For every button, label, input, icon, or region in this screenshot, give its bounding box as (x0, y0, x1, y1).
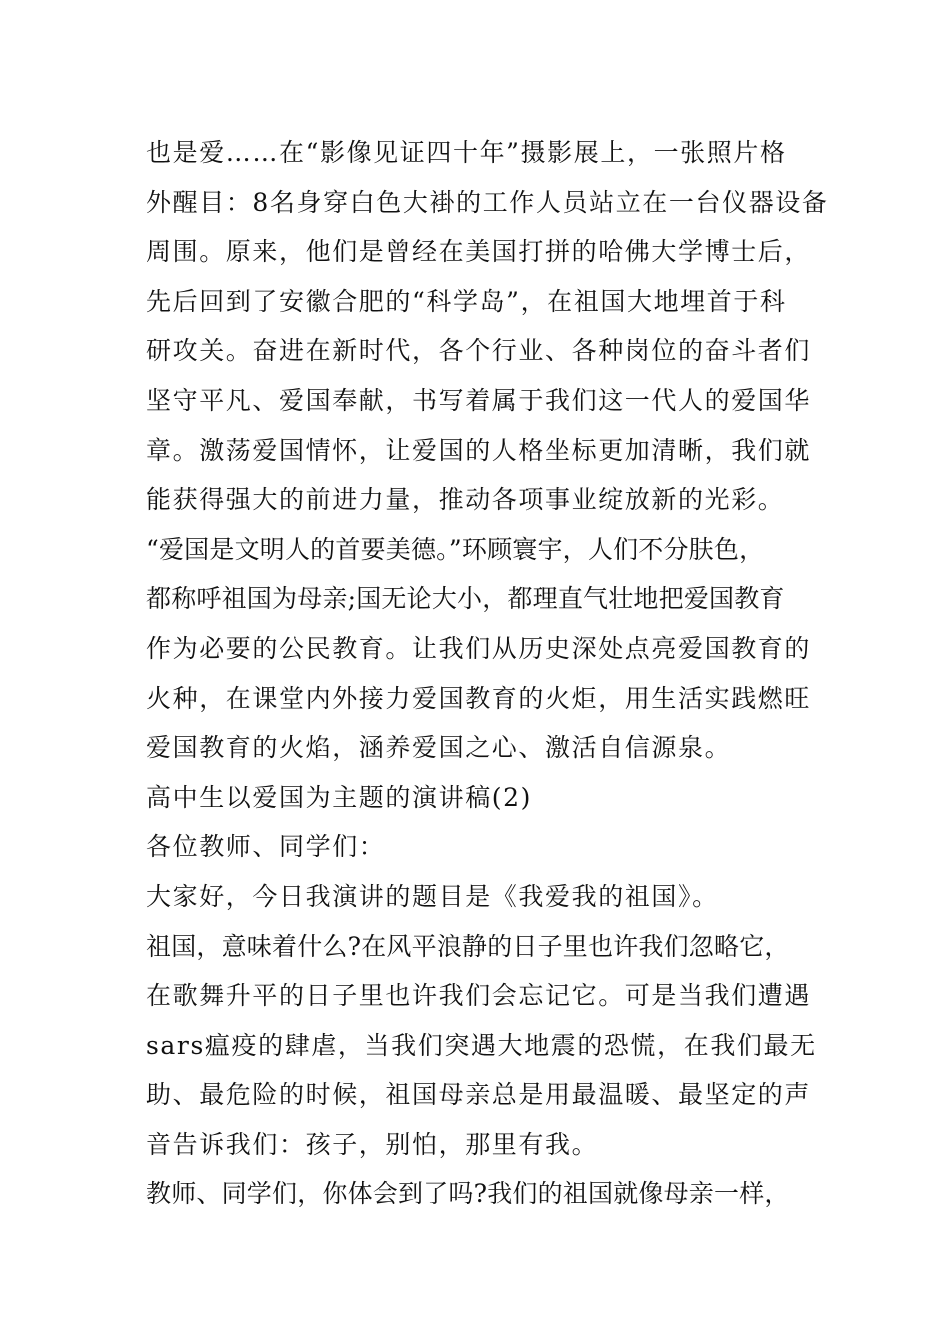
text-line: 祖国，意味着什么?在风平浪静的日子里也许我们忽略它， (146, 931, 790, 961)
text-line: 火种，在课堂内外接力爱国教育的火炬，用生活实践燃旺 (146, 683, 812, 713)
text-line: 音告诉我们：孩子，别怕，那里有我。 (146, 1129, 599, 1159)
text-line: “爱国是文明人的首要美德。”环顾寰宇，人们不分肤色， (146, 534, 765, 564)
text-line: 都称呼祖国为母亲;国无论大小，都理直气壮地把爱国教育 (146, 584, 785, 614)
text-line: 研攻关。奋进在新时代，各个行业、各种岗位的奋斗者们 (146, 336, 812, 366)
text-line: 作为必要的公民教育。让我们从历史深处点亮爱国教育的 (146, 633, 812, 663)
text-line: 外醒目：8名身穿白色大褂的工作人员站立在一台仪器设备 (146, 187, 829, 217)
text-line: 爱国教育的火焰，涵养爱国之心、激活自信源泉。 (146, 733, 732, 763)
text-line: 助、最危险的时候，祖国母亲总是用最温暖、最坚定的声 (146, 1080, 812, 1110)
text-line: 能获得强大的前进力量，推动各项事业绽放新的光彩。 (146, 485, 785, 515)
text-line: 教师、同学们，你体会到了吗?我们的祖国就像母亲一样， (146, 1179, 790, 1209)
salutation: 各位教师、同学们： (146, 832, 386, 862)
text-line: sars瘟疫的肆虐，当我们突遇大地震的恐慌，在我们最无 (146, 1030, 817, 1060)
section-heading: 高中生以爱国为主题的演讲稿(2) (146, 782, 533, 812)
text-line: 在歌舞升平的日子里也许我们会忘记它。可是当我们遭遇 (146, 981, 812, 1011)
text-line: 章。激荡爱国情怀，让爱国的人格坐标更加清晰，我们就 (146, 435, 812, 465)
text-line: 周围。原来，他们是曾经在美国打拼的哈佛大学博士后， (146, 237, 812, 267)
document-body (146, 128, 829, 1219)
text-line: 坚守平凡、爱国奉献，书写着属于我们这一代人的爱国华 (146, 385, 812, 415)
text-line: 大家好，今日我演讲的题目是《我爱我的祖国》。 (146, 881, 719, 911)
text-line: 也是爱……在“影像见证四十年”摄影展上，一张照片格 (146, 138, 787, 167)
text-line: 先后回到了安徽合肥的“科学岛”，在祖国大地埋首于科 (146, 286, 787, 316)
